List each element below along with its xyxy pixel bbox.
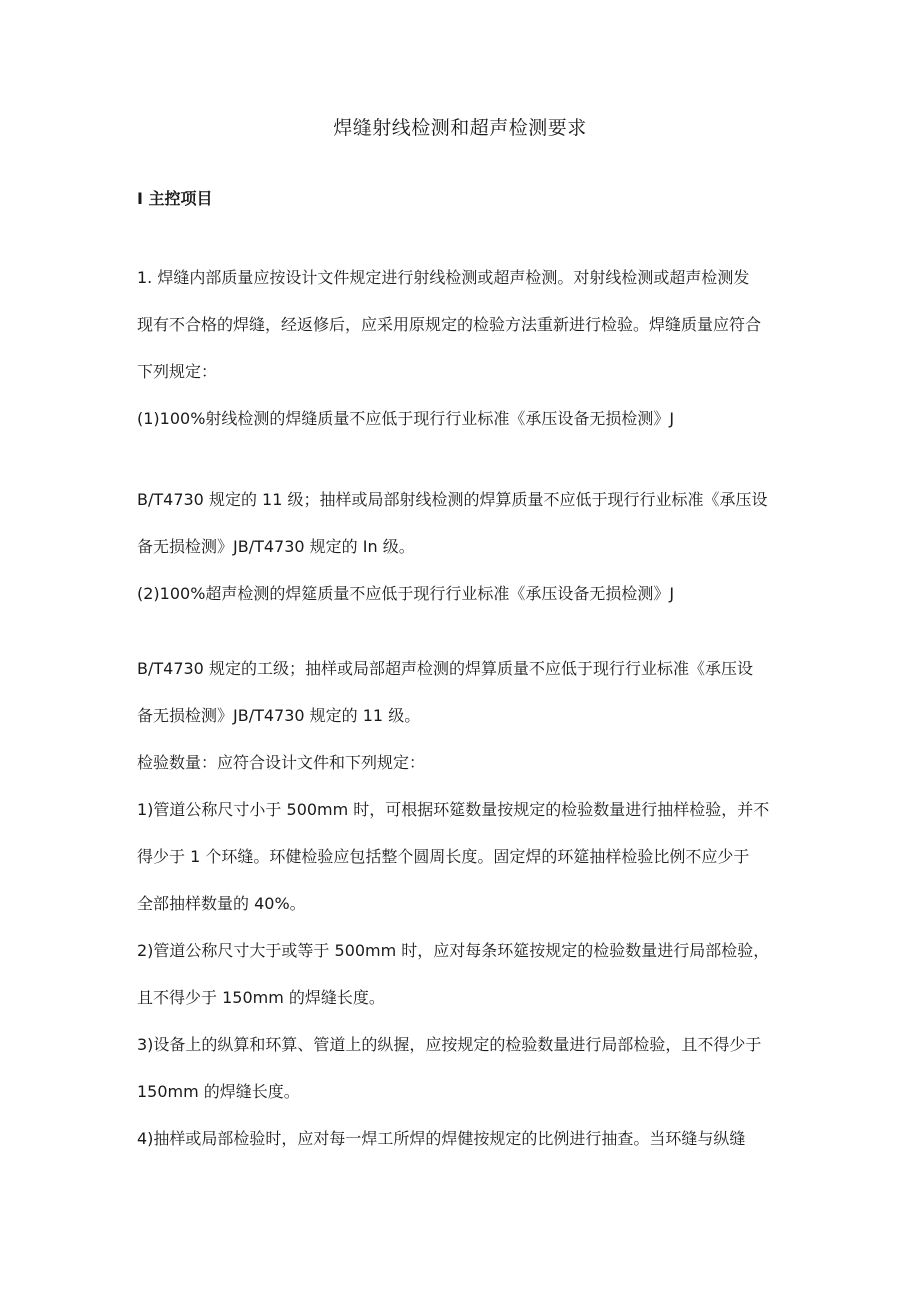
text-line: 4)抽样或局部检验时，应对每一焊工所焊的焊健按规定的比例进行抽查。当环缝与纵缝 bbox=[137, 1129, 746, 1148]
text-line: B/T4730 规定的 11 级；抽样或局部射线检测的焊算质量不应低于现行行业标准《承压设 bbox=[137, 490, 768, 509]
text-line: 备无损检测》JB/T4730 规定的 In 级。 bbox=[137, 537, 415, 556]
text-line: 150mm 的焊缝长度。 bbox=[137, 1082, 300, 1101]
paragraph-3 bbox=[137, 645, 787, 1162]
text-line: 下列规定： bbox=[137, 362, 218, 381]
text-line: 全部抽样数量的 40%。 bbox=[137, 894, 306, 913]
text-line: 1)管道公称尺寸小于 500mm 时，可根据环筵数量按规定的检验数量进行抽样检验，并不 bbox=[137, 800, 770, 819]
text-line: 备无损检测》JB/T4730 规定的 11 级。 bbox=[137, 706, 421, 725]
text-line: 且不得少于 150mm 的焊缝长度。 bbox=[137, 988, 385, 1007]
paragraph-2 bbox=[137, 476, 787, 617]
text-line: 得少于 1 个环缝。环健检验应包括整个圆周长度。固定焊的环筵抽样检验比例不应少于 bbox=[137, 847, 750, 866]
text-line: 2)管道公称尺寸大于或等于 500mm 时，应对每条环筵按规定的检验数量进行局部检验， bbox=[137, 941, 770, 960]
section-heading: I 主控项目 bbox=[137, 189, 213, 208]
text-line: 现有不合格的焊缝，经返修后，应采用原规定的检验方法重新进行检验。焊缝质量应符合 bbox=[137, 315, 762, 334]
text-line: 3)设备上的纵算和环算、管道上的纵握，应按规定的检验数量进行局部检验，且不得少于 bbox=[137, 1035, 762, 1054]
text-line: 检验数量：应符合设计文件和下列规定： bbox=[137, 753, 426, 772]
paragraph-1 bbox=[137, 254, 787, 442]
text-line: 1. 焊缝内部质量应按设计文件规定进行射线检测或超声检测。对射线检测或超声检测发 bbox=[137, 268, 750, 287]
document-title: 焊缝射线检测和超声检测要求 bbox=[333, 117, 587, 139]
text-line: B/T4730 规定的工级；抽样或局部超声检测的焊算质量不应低于现行行业标准《承压设 bbox=[137, 659, 753, 678]
text-line: (1)100%射线检测的焊缝质量不应低于现行行业标准《承压设备无损检测》J bbox=[137, 409, 675, 428]
text-line: (2)100%超声检测的焊筵质量不应低于现行行业标准《承压设备无损检测》J bbox=[137, 584, 675, 603]
